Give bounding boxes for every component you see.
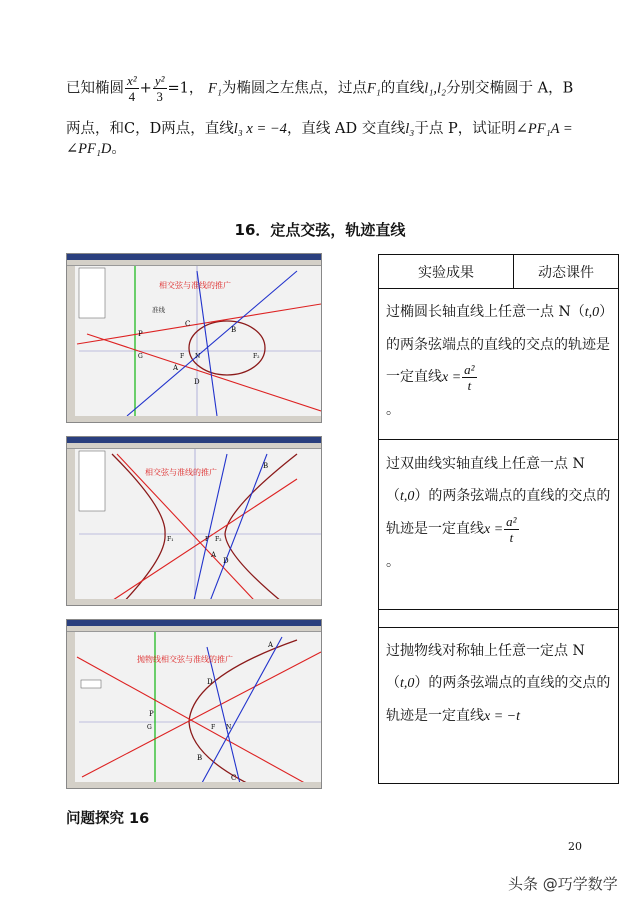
problem-text-3: 分别交椭圆于 A，B <box>446 80 574 97</box>
svg-text:N: N <box>195 353 201 360</box>
problem-line-1: 已知椭圆 $\frac{\text{x²}}{4}$ + $\frac{\text{y²}}{3}$ =1， F₁为椭圆之左焦点，过点F₁的直线l₁,l₂分别交椭圆于 A，B <box>66 73 574 104</box>
svg-text:A: A <box>173 364 179 372</box>
footer-label: 问题探究 16 <box>66 811 150 827</box>
svg-text:F₂: F₂ <box>253 353 260 360</box>
problem-line-2 <box>66 119 586 159</box>
table-row-hyperbola: 过双曲线实轴直线上任意一点 N（t,0）的两条弦端点的直线的交点的轨迹是一定直线x = $\frac{\text{a²}}{t}$ 。 <box>379 440 618 610</box>
watermark: 头条 @巧学数学 <box>508 875 618 893</box>
svg-text:P: P <box>149 710 154 718</box>
svg-text:B: B <box>263 462 269 470</box>
svg-text:A: A <box>268 641 274 649</box>
table-row-parabola: 过抛物线对称轴上任意一定点 N（t,0）的两条弦端点的直线的交点的轨迹是一定直线x = −t <box>386 643 611 724</box>
header-courseware: 动态课件 <box>538 264 594 281</box>
results-table <box>378 254 619 784</box>
svg-text:N: N <box>226 724 232 731</box>
hyperbola-figure <box>67 449 321 606</box>
svg-text:F: F <box>211 724 216 731</box>
fraction-x: $\frac{\text{x²}}{4}$ <box>127 73 137 104</box>
lines-var: l₁,l₂ <box>424 80 447 97</box>
l3-var: l₃ <box>405 121 415 137</box>
eq-rhs: =1， <box>167 80 204 97</box>
section-title: 16．定点交弦，轨迹直线 <box>234 221 406 239</box>
caption-3: 抛物线相交弦与准线的推广 <box>137 655 233 664</box>
screenshot-parabola <box>66 619 322 789</box>
fraction-y: $\frac{\text{y²}}{3}$ <box>154 73 165 104</box>
ellipse-figure <box>67 266 321 423</box>
parabola-figure <box>67 632 321 789</box>
caption-1: 相交弦与准线的推广 <box>159 281 231 290</box>
svg-text:F₁: F₁ <box>167 536 174 543</box>
screenshot-ellipse <box>66 253 322 423</box>
svg-text:C: C <box>231 774 237 782</box>
caption-2: 相交弦与准线的推广 <box>145 468 217 477</box>
problem-line2-mid2: 于点 P，试证明 <box>414 121 516 137</box>
svg-text:B: B <box>197 754 203 762</box>
problem-line2-prefix: 两点，和C，D两点，直线 <box>66 121 234 137</box>
screenshot-hyperbola <box>66 436 322 606</box>
extra-label-1: 准线 <box>152 306 165 314</box>
table-row-ellipse: 过椭圆长轴直线上任意一点 N（t,0）的两条弦端点的直线的交点的轨迹是一定直线x = $\frac{\text{a²}}{t}$ 。 <box>379 288 618 440</box>
svg-text:F₂: F₂ <box>215 536 222 543</box>
row-spacer <box>379 610 618 628</box>
problem-text-1: 为椭圆之左焦点，过点 <box>221 80 367 97</box>
focus-var: F₁ <box>207 80 222 97</box>
problem-prefix: 已知椭圆 <box>66 80 124 97</box>
focus-var-2: F₁ <box>366 80 381 97</box>
problem-text-2: 的直线 <box>380 80 425 97</box>
svg-text:B: B <box>231 326 237 334</box>
header-results: 实验成果 <box>379 255 514 288</box>
problem-line2-mid: ，直线 AD 交直线 <box>286 121 406 137</box>
svg-text:G: G <box>147 724 152 731</box>
svg-text:D: D <box>207 678 213 686</box>
svg-text:F: F <box>205 536 210 543</box>
page-number: 20 <box>568 840 582 853</box>
table-header <box>379 255 618 289</box>
problem-line2-end: 。 <box>111 141 126 157</box>
angle-equation: ∠PF₁A = ∠PF₁D <box>66 121 573 157</box>
svg-text:A: A <box>211 551 217 559</box>
svg-text:D: D <box>223 557 229 565</box>
svg-text:G: G <box>138 353 143 360</box>
svg-text:D: D <box>194 378 200 386</box>
svg-text:P: P <box>138 330 143 338</box>
l3-equation: l₃ x = −4 <box>233 121 287 137</box>
svg-text:F: F <box>180 353 185 360</box>
svg-text:C: C <box>185 320 191 328</box>
